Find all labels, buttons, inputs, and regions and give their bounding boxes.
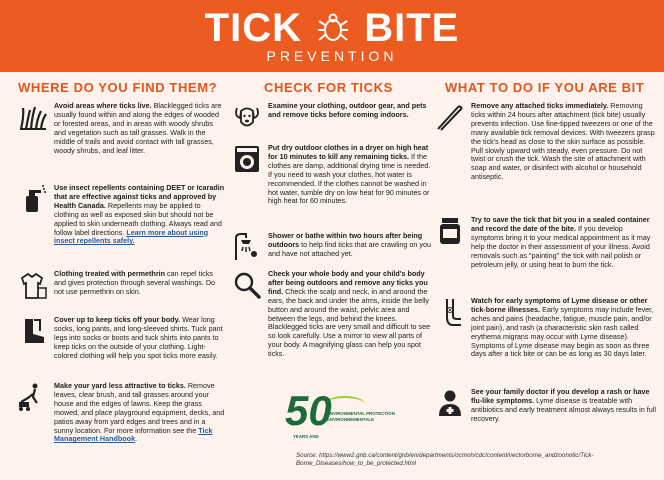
column-check-ticks: CHECK FOR TICKS Examine your clothing, outdoor gear, and pets and remove ticks before coming indoors. Put dry outdoor clothes in a dryer on high heat for 10 minutes to kill any remaining ticks. If the clothes are damp, additional drying time is needed. If you need to wash your clothes, hot water is recommended. If the clothes cannot be washed in hot water, tumble dry on low heat for 90 minutes or high heat for 60 minutes. Shower or bathe within two hours after being outdoors to help find ticks that are crawling on you and have not attached yet. Check your whole body and your child's body after being outdoors and remove any ticks you find. Check the scalp and neck, in and around the ears, the back and under the arms, inside the belly button and around the waist, pelvic area and between the legs, and behind the knees. Blacklegged ticks are very small and difficult to see so look carefully. Use a mirror to view all parts of your body. A magnifying glass can help you spot ticks. [232,80,432,95]
doctor-icon [435,388,465,418]
title-bite: BITE [364,6,460,50]
jar-icon [435,216,465,246]
source-citation: Source: https://www2.gnb.ca/content/gnb/en/departments/ocmoh/cdc/content/vectorborne_andzoonotic/Tick-Borne_Diseases/how_to_be_protected.html [296,452,594,467]
shower-icon [232,232,262,262]
magnifier-icon [232,270,262,300]
dog-icon [232,102,262,132]
environmental-protection-logo [285,387,395,448]
column-heading: WHERE DO YOU FIND THEM? [18,80,218,95]
lawnmower-icon [18,382,48,412]
tick-handbook-link[interactable]: Tick Management Handbook [54,425,213,444]
boot-icon [18,316,48,346]
column-heading: CHECK FOR TICKS [264,80,393,95]
logo-line-3: YEARS AND [293,434,319,439]
page-subtitle: PREVENTION [266,48,398,64]
tweezers-icon [435,102,465,132]
column-where-find: WHERE DO YOU FIND THEM? Avoid areas where ticks live. Blacklegged ticks are usually found within and along the edges of wooded or forested areas, and in areas with woody shrubs and vegetation such as tall grasses. Walk in the middle of trails and avoid contact with tall grasses, woody shrubs, and leaf litter. Use insect repellents containing DEET or Icaradin that are effective against ticks and approved by Health Canada. Repellents may be applied to clothing as well as exposed skin but should not be applied to skin underneath clothing. Always read and follow label directions. Learn more about using insect repellents safely. Clothing treated with permethrin can repel ticks and gives protection through several washings. Do not use permethrin on skin. Cover up to keep ticks off your body. Wear long socks, long pants, and long-sleeved shirts. Tuck pant legs into socks or boots and tuck shirts into pants to keep ticks on the outside of your clothing. Light-colored clothing will help you spot ticks more easily. Make your yard less attractive to ticks. Remove leaves, clear brush, and tall grasses around your house and the edges of lawns. Keep the grass mowed, and place playground equipment, decks, and patios away from yard edges and trees and in a sunny location. For more information see the Tick Management Handbook. [18,80,228,95]
logo-number: 50 [285,387,332,434]
spray-icon [18,184,48,214]
arm-icon [435,297,465,327]
tick-bug-icon [316,11,350,45]
column-if-bit: WHAT TO DO IF YOU ARE BIT Remove any attached ticks immediately. Removing ticks within 24 hours after attachment (tick bite) usually prevents infection. Use fine-tipped tweezers or one of the many available tick removal devices. With tweezers grasp the tick's head as close to the skin surface as possible. Pull slowly upward with steady, even pressure. Do not twist or crush the tick. Wash the site of attachment with soap and water, or disinfect with alcohol or household antiseptic. Try to save the tick that bit you in a sealed container and record the date of the bite. If you develop symptoms bring it to your medical appointment as it may help the doctor in their assessment of your illness. Avoid removals such as "painting" the tick with nail polish or petroleum jelly, or using heat to burn the tick. Watch for early symptoms of Lyme disease or other tick-borne illnesses. Early symptoms may include fever, aches and pains (headache, fatigue, muscle pain, and/or joint pain), and rash (a characteristic skin rash called erythema migrans may occur with Lyme disease). Symptoms of Lyme disease may begin as soon as three days after a tick bite or can be as long as 30 days later. See your family doctor if you develop a rash or have flu-like symptoms. Lyme disease is treatable with antibiotics and early treatment almost always results in full recovery. [435,80,657,95]
logo-line-2: ENVIRONNEMENTALE [327,417,374,422]
clothing-icon [18,270,48,300]
grass-icon [18,102,48,132]
title-tick: TICK [204,6,302,50]
dryer-icon [232,144,262,174]
page-title [0,6,664,50]
repellents-link[interactable]: Learn more about using insect repellents safely. [54,227,209,246]
logo-line-1: ENVIRONMENTAL PROTECTION [327,411,395,416]
header-banner [0,0,664,72]
column-heading: WHAT TO DO IF YOU ARE BIT [445,80,645,95]
